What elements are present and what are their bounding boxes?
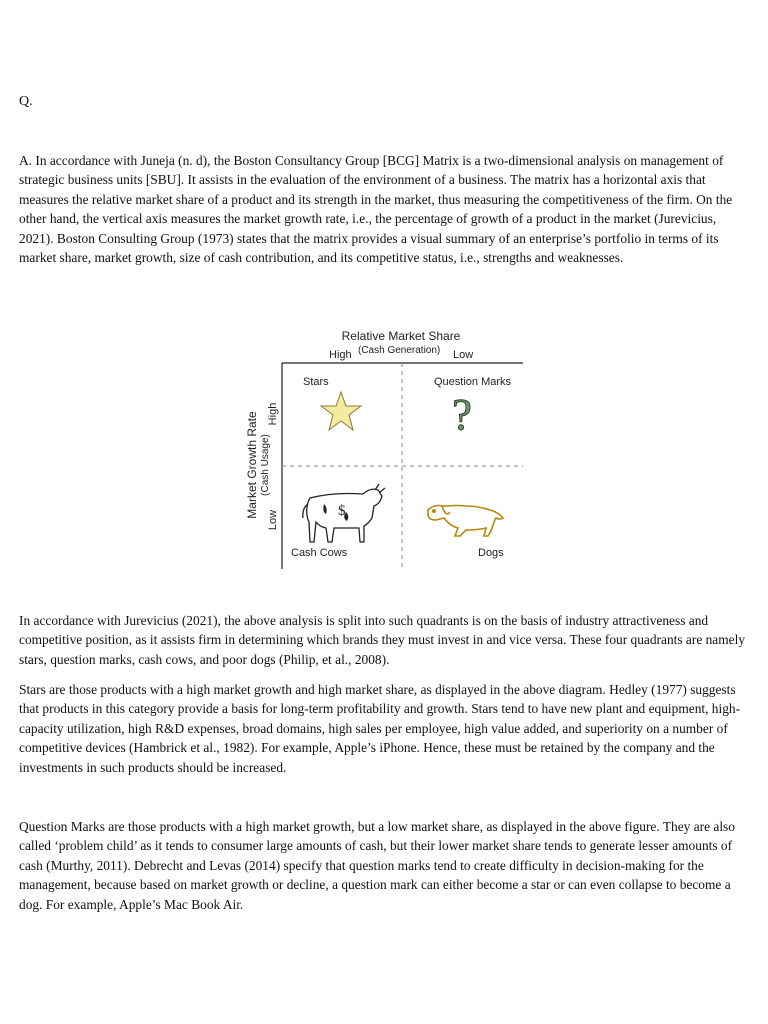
dog-icon	[428, 506, 503, 537]
paragraph-intro: A. In accordance with Juneja (n. d), the Boston Consultancy Group [BCG] Matrix is a two-dimensional analysis on management of strategic business units [SBU]. It assists in the evaluation of the environment of a business. The matrix has a horizontal axis that measures the relative market share of a product and its strength in the market, thus measuring the competitiveness of the firm. On the other hand, the vertical axis measures the market growth rate, i.e., the percentage of growth of a product in the market (Jurevicius, 2021). Boston Consulting Group (1973) states that the matrix provides a visual summary of an enterprise’s portfolio in terms of its market share, market growth, size of cash contribution, and its competitive status, i.e., strengths and weaknesses.	[19, 153, 733, 266]
question-mark-icon: ?	[452, 390, 472, 439]
x-axis-sub-label: (Cash Generation)	[358, 345, 441, 356]
y-axis-low-label: Low	[267, 509, 279, 531]
x-axis-high-label: High	[329, 349, 352, 361]
bcg-matrix-diagram	[238, 322, 528, 577]
quadrant-stars-label: Stars	[303, 376, 329, 388]
quadrant-cash-cows-label: Cash Cows	[291, 547, 348, 559]
y-axis-sub-label: (Cash Usage)	[260, 434, 271, 496]
quadrant-dogs-label: Dogs	[478, 547, 504, 559]
question-label: Q.	[19, 94, 33, 109]
quadrant-question-marks-label: Question Marks	[434, 376, 512, 388]
x-axis-low-label: Low	[453, 349, 474, 361]
diagram-title: Relative Market Share	[341, 329, 461, 343]
paragraph-question-marks: Question Marks are those products with a high market growth, but a low market share, as displayed in the above figure. They are also called ‘problem child’ as it tends to consumer large amounts of cash, but their lower market share tends to generate lesser amounts of cash (Murthy, 2011). Debrecht and Levas (2014) specify that question marks tend to create difficulty in decision-making for the management, because based on market growth or decline, a question mark can either become a star or can even collapse to become a dog. For example, Apple’s Mac Book Air.	[19, 819, 735, 912]
paragraph-stars: Stars are those products with a high market growth and high market share, as displayed in the above diagram. Hedley (1977) suggests that products in this category provide a basis for long-term profitability and growth. Stars tend to have new plant and equipment, high-capacity utilization, high R&D expenses, broad domains, high sales per employee, high value added, and superiority on a number of competitive devices (Hambrick et al., 1982). For example, Apple’s iPhone. Hence, these must be retained by the company and the investments in such products should be increased.	[19, 682, 741, 775]
y-axis-title: Market Growth Rate	[245, 411, 259, 519]
star-icon	[321, 392, 361, 430]
dollar-sign-icon: $	[338, 503, 346, 519]
y-axis-high-label: High	[267, 402, 279, 426]
paragraph-quadrants: In accordance with Jurevicius (2021), the above analysis is split into such quadrants is on the basis of industry attractiveness and competitive position, as it assists firm in determining which brands they must invest in and vice versa. These four quadrants are namely stars, question marks, cash cows, and poor dogs (Philip, et al., 2008).	[19, 613, 746, 667]
